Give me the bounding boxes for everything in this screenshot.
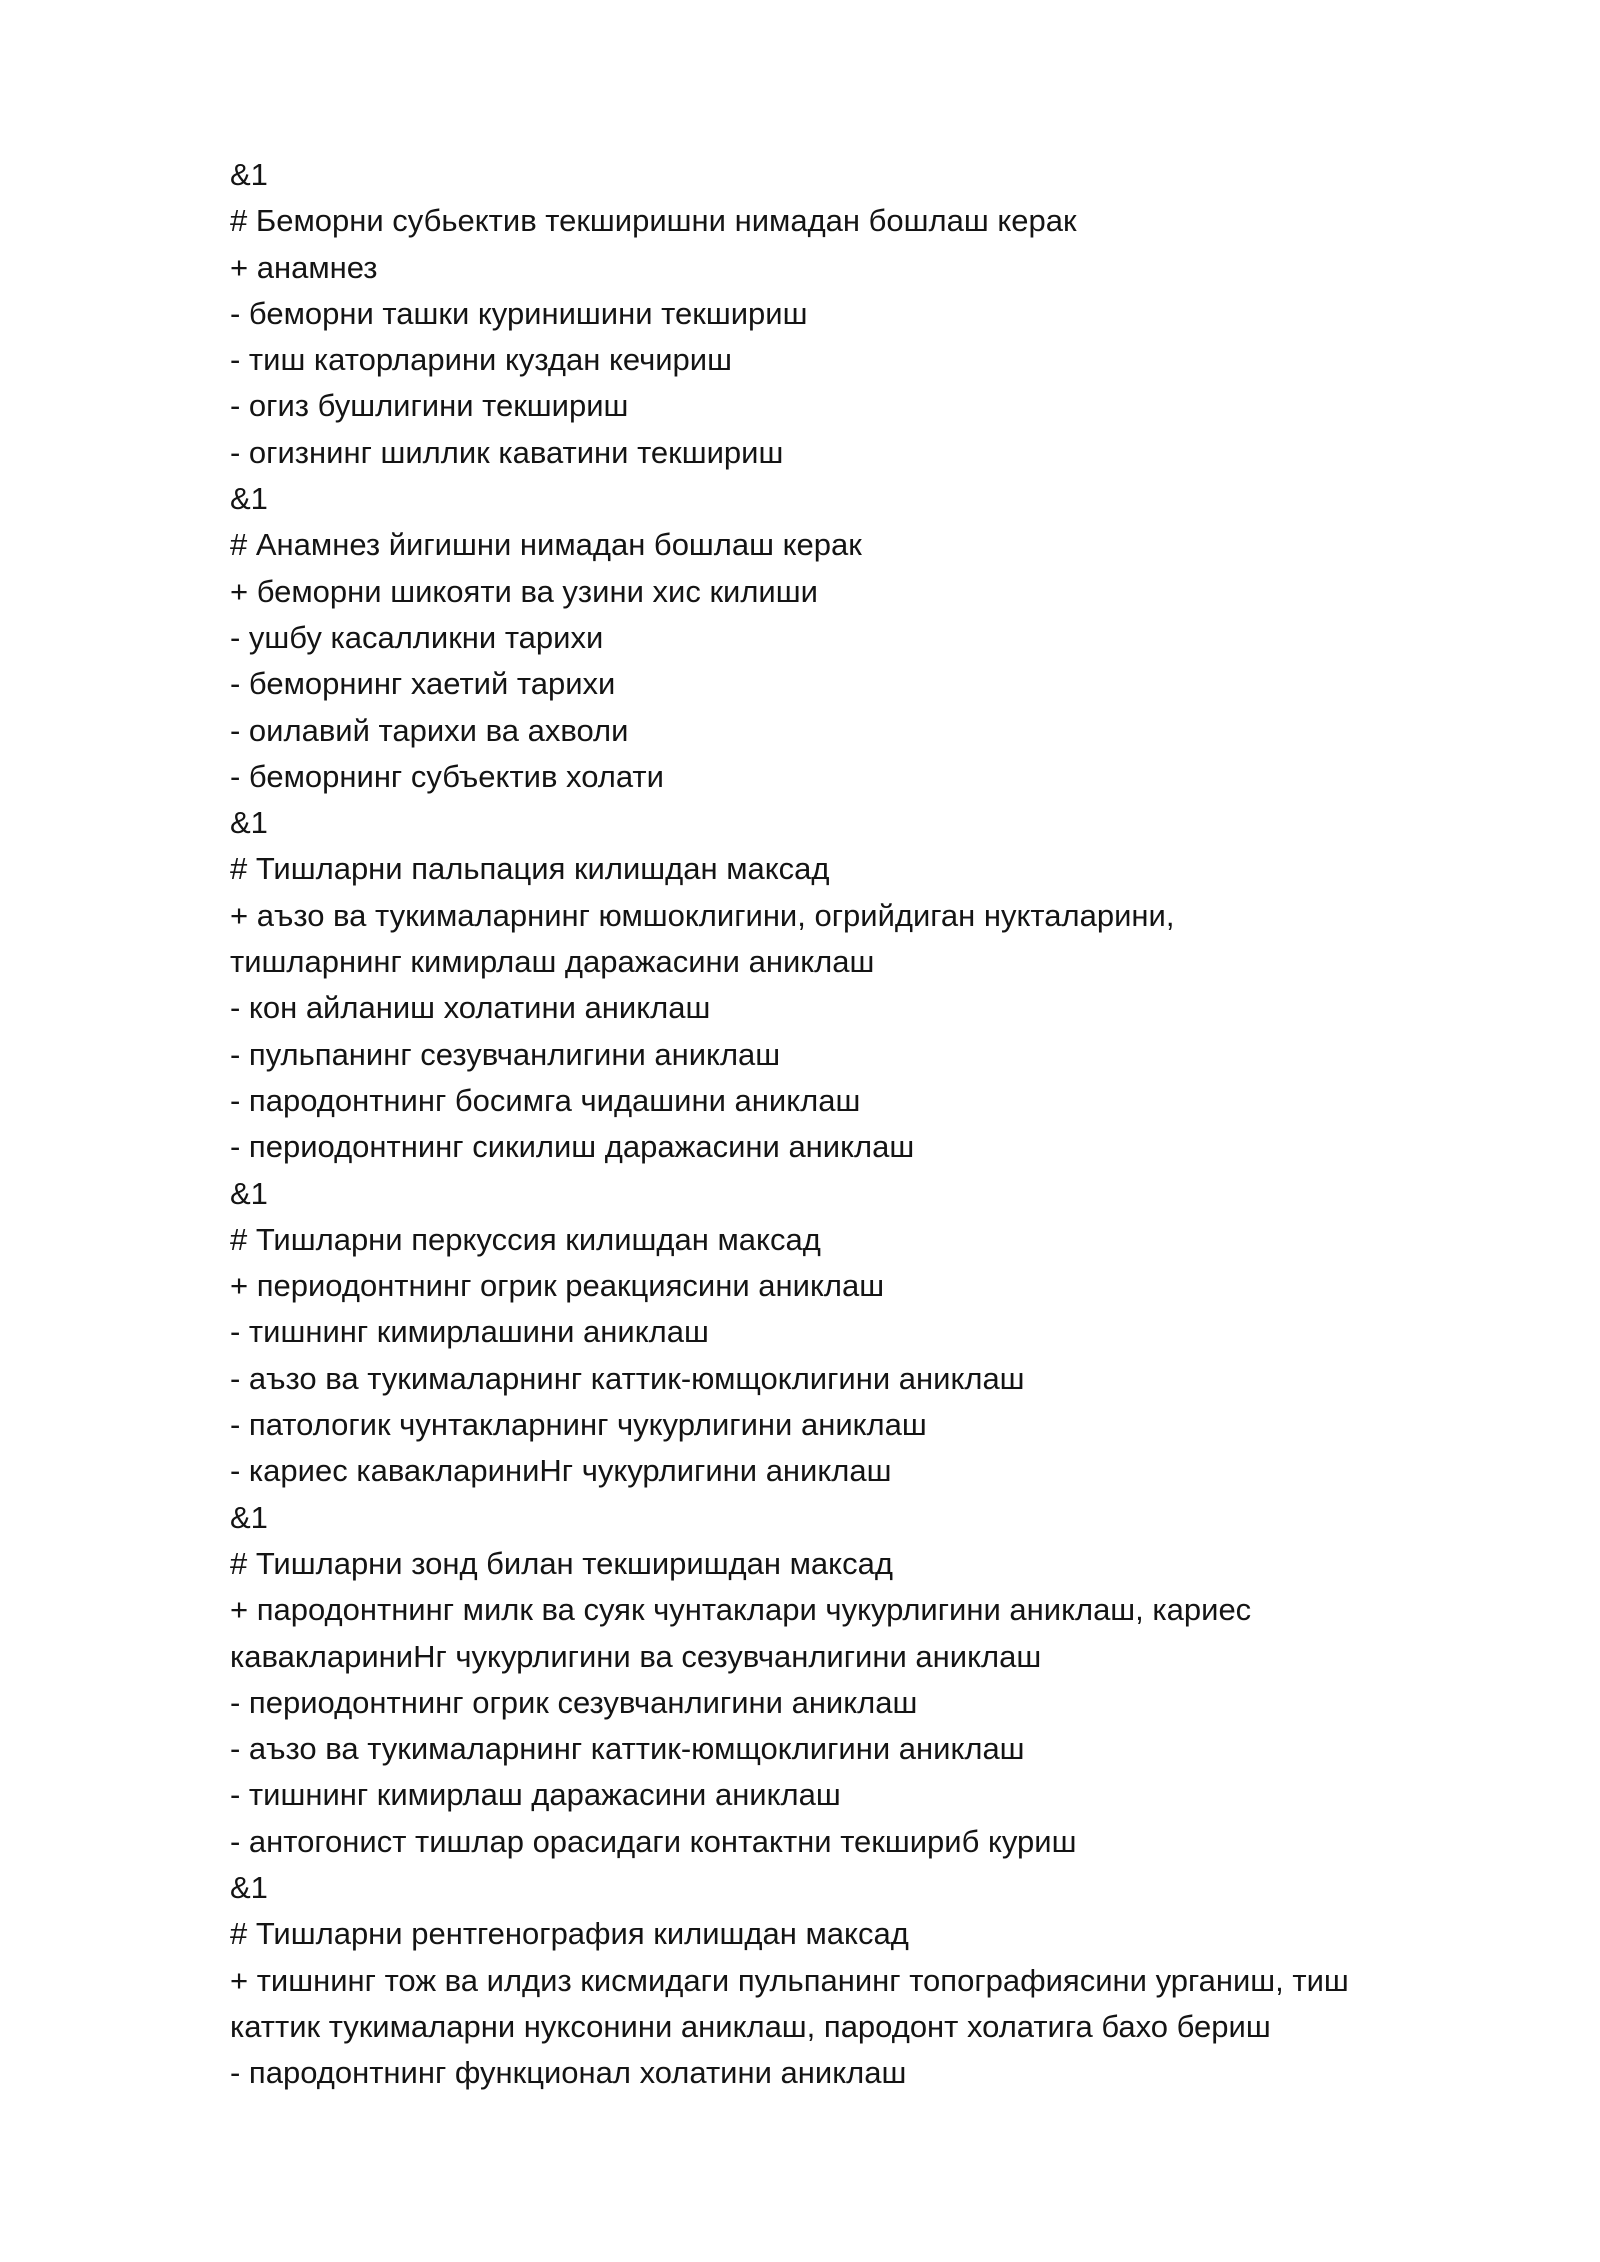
text-line: &1 (230, 481, 268, 517)
text-line: &1 (230, 157, 268, 192)
text-line: + пародонтнинг милк ва суяк чунтаклари чукурлигини аниклаш, кариес (230, 1592, 1252, 1628)
text-line: # Тишларни перкуссия килишдан максад (230, 1221, 821, 1257)
text-line: - беморнинг хаетий тарихи (230, 666, 616, 702)
text-line: # Беморни субьектив текширишни нимадан бошлаш керак (230, 203, 1077, 239)
text-line: # Анамнез йигишни нимадан бошлаш керак (230, 527, 862, 563)
text-line: + аъзо ва тукималарнинг юмшоклигини, огрийдиган нукталарини, (230, 897, 1175, 933)
text-line: - пульпанинг сезувчанлигини аниклаш (230, 1036, 781, 1072)
text-line: - антогонист тишлар орасидаги контактни текшириб куриш (230, 1823, 1077, 1859)
text-line: # Тишларни зонд билан текширишдан максад (230, 1545, 893, 1581)
text-line: - тишнинг кимирлашини аниклаш (230, 1314, 709, 1350)
text-line: + тишнинг тож ва илдиз кисмидаги пульпанинг топографиясини урганиш, тиш (230, 1962, 1349, 1998)
text-line: - аъзо ва тукималарнинг каттик-юмщоклигини аниклаш (230, 1360, 1025, 1396)
text-line: &1 (230, 1499, 268, 1535)
text-line: &1 (230, 1175, 268, 1211)
text-line: - периодонтнинг сикилиш даражасини аниклаш (230, 1129, 915, 1165)
text-line: - патологик чунтакларнинг чукурлигини аниклаш (230, 1407, 927, 1443)
text-line: - огизнинг шиллик каватини текшириш (230, 434, 784, 470)
text-line: - кариес каваклариниНг чукурлигини аниклаш (230, 1453, 892, 1489)
text-line: каттик тукималарни нуксонини аниклаш, пародонт холатига бахо бериш (230, 2008, 1271, 2044)
document-text (230, 152, 1530, 2096)
text-line: - тишнинг кимирлаш даражасини аниклаш (230, 1777, 841, 1813)
text-line: - аъзо ва тукималарнинг каттик-юмщоклигини аниклаш (230, 1731, 1025, 1767)
text-line: каваклариниНг чукурлигини ва сезувчанлигини аниклаш (230, 1638, 1042, 1674)
text-line: - периодонтнинг огрик сезувчанлигини аниклаш (230, 1684, 918, 1720)
text-line: - кон айланиш холатини аниклаш (230, 990, 711, 1026)
text-line: - оилавий тарихи ва ахволи (230, 712, 629, 748)
text-line: # Тишларни рентгенография килишдан максад (230, 1916, 909, 1952)
text-line: &1 (230, 805, 268, 841)
text-line: &1 (230, 1869, 268, 1905)
text-line: + анамнез (230, 249, 378, 285)
text-line: - ушбу касалликни тарихи (230, 619, 604, 655)
text-line: тишларнинг кимирлаш даражасини аниклаш (230, 944, 875, 980)
text-line: - беморни ташки куринишини текшириш (230, 295, 808, 331)
text-line: - тиш каторларини куздан кечириш (230, 342, 732, 378)
text-line: - беморнинг субъектив холати (230, 758, 664, 794)
text-line: - огиз бушлигини текшириш (230, 388, 629, 424)
text-line: - пародонтнинг босимга чидашини аниклаш (230, 1082, 861, 1118)
text-line: - пародонтнинг функционал холатини аниклаш (230, 2055, 907, 2091)
text-line: + периодонтнинг огрик реакциясини аниклаш (230, 1268, 885, 1304)
text-line: # Тишларни пальпация килишдан максад (230, 851, 830, 887)
text-line: + беморни шикояти ва узини хис килиши (230, 573, 818, 609)
